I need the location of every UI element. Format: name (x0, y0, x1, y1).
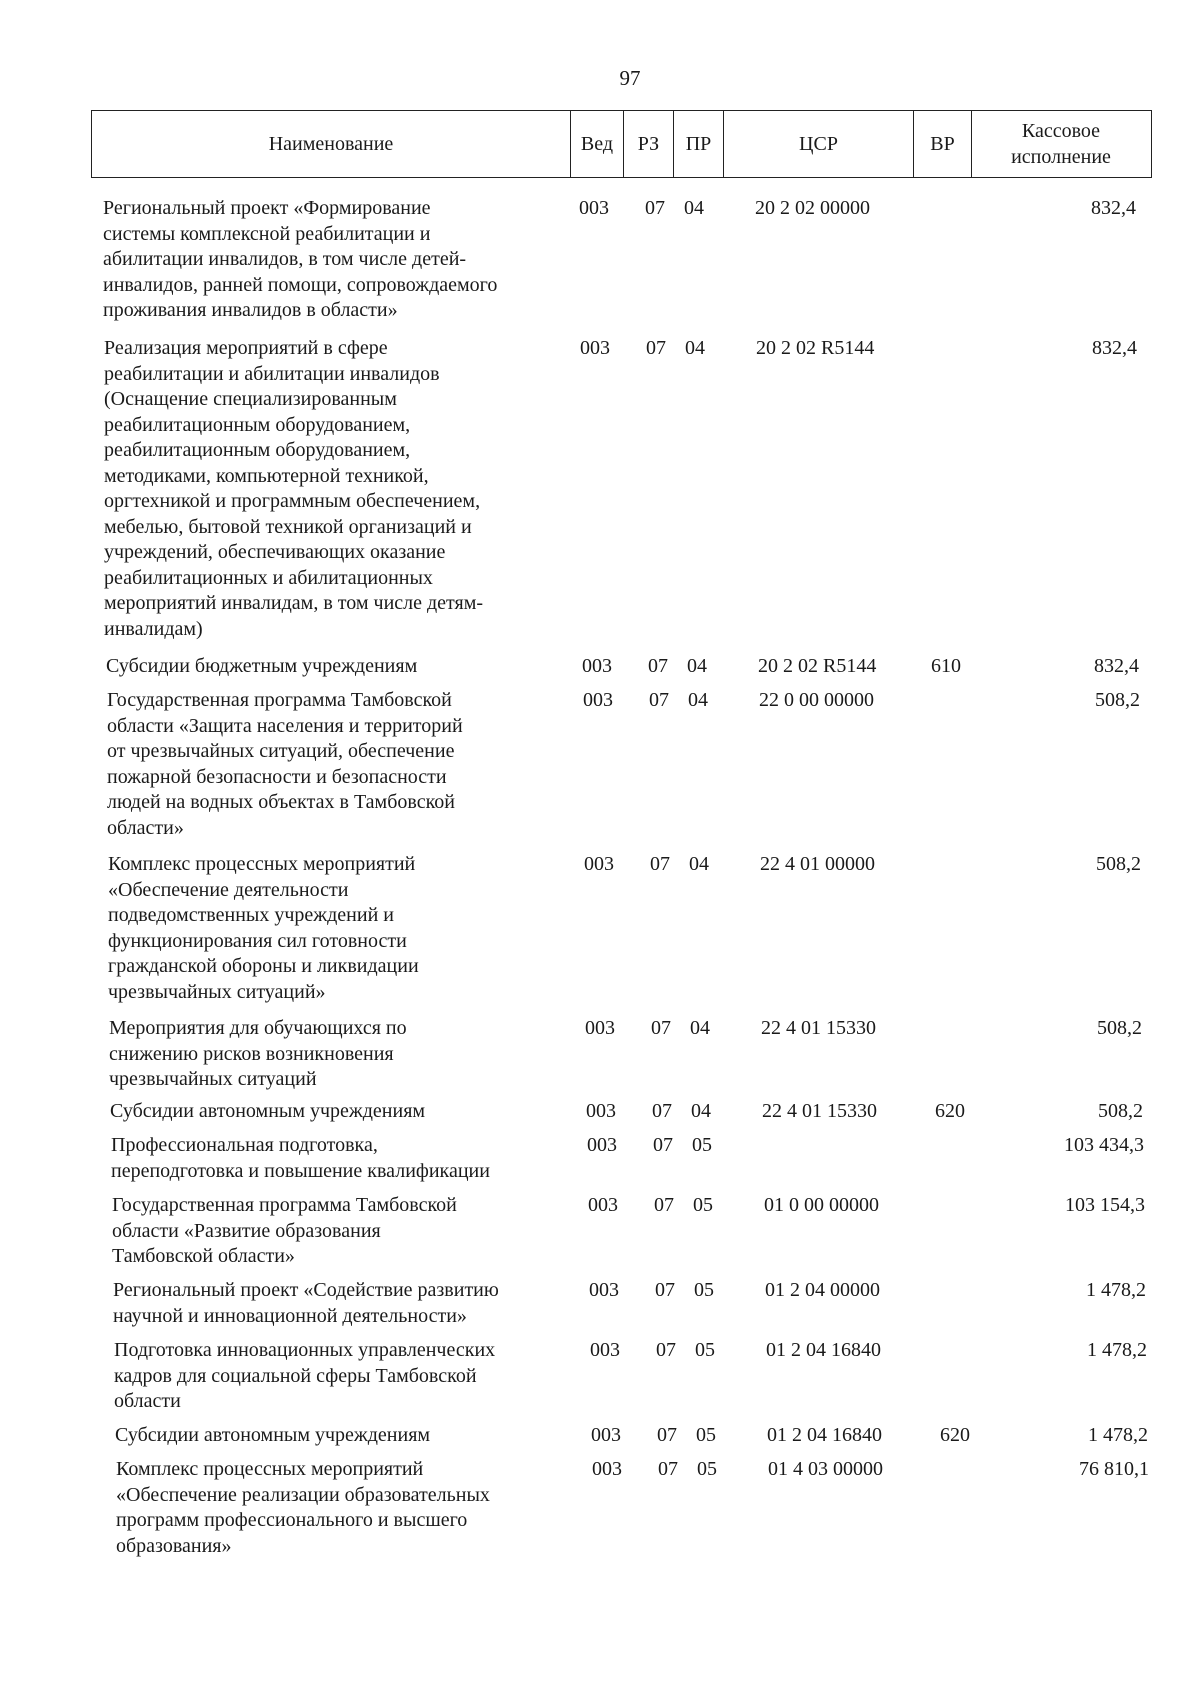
row-pr: 05 (697, 1458, 717, 1480)
row-name: Реализация мероприятий в сфере реабилитации и абилитации инвалидов (Оснащение специализированным реабилитационным оборудованием, реабилитационным оборудованием, методиками, компьютерной техникой, оргтехникой и программным обеспечением, мебелью, бытовой техникой организаций и учреждений, обеспечивающих оказание реабилитационных и абилитационных мероприятий инвалидам, в том числе детям- инвалидам) (104, 337, 484, 640)
row-sum: 1 478,2 (1087, 1339, 1147, 1361)
row-pr: 04 (685, 337, 705, 359)
row-name: Региональный проект «Содействие развитию научной и инновационной деятельности» (113, 1279, 499, 1327)
row-rz: 07 (657, 1424, 677, 1446)
row-csr: 22 4 01 00000 (760, 853, 875, 875)
row-name: Профессиональная подготовка, переподготовка и повышение квалификации (111, 1134, 490, 1182)
row-name: Государственная программа Тамбовской области «Защита населения и территорий от чрезвычайных ситуаций, обеспечение пожарной безопасности и безопасности людей на водных объектах в Тамбовской области» (107, 689, 463, 839)
header-ved: Вед (571, 111, 624, 177)
row-rz: 07 (645, 197, 665, 219)
row-ved: 003 (586, 1100, 616, 1122)
row-rz: 07 (652, 1100, 672, 1122)
row-pr: 04 (687, 655, 707, 677)
header-rz: РЗ (624, 111, 674, 177)
row-rz: 07 (651, 1017, 671, 1039)
header-pr: ПР (674, 111, 724, 177)
row-sum: 832,4 (1094, 655, 1139, 677)
row-csr: 01 2 04 16840 (767, 1424, 882, 1446)
row-pr: 04 (688, 689, 708, 711)
row-rz: 07 (653, 1134, 673, 1156)
row-sum: 508,2 (1096, 853, 1141, 875)
row-pr: 04 (689, 853, 709, 875)
row-name: Региональный проект «Формирование системы комплексной реабилитации и абилитации инвалидов, в том числе детей- инвалидов, ранней помощи, сопровождаемого проживания инвалидов в области» (103, 197, 498, 321)
row-ved: 003 (588, 1194, 618, 1216)
row-csr: 22 4 01 15330 (762, 1100, 877, 1122)
row-name: Субсидии бюджетным учреждениям (106, 655, 418, 677)
row-csr: 20 2 02 R5144 (758, 655, 877, 677)
row-rz: 07 (655, 1279, 675, 1301)
row-vr: 620 (935, 1100, 965, 1122)
row-sum: 1 478,2 (1086, 1279, 1146, 1301)
row-sum: 76 810,1 (1079, 1458, 1149, 1480)
row-ved: 003 (583, 689, 613, 711)
row-vr: 610 (931, 655, 961, 677)
row-ved: 003 (589, 1279, 619, 1301)
row-rz: 07 (649, 689, 669, 711)
row-csr: 01 4 03 00000 (768, 1458, 883, 1480)
row-csr: 01 2 04 00000 (765, 1279, 880, 1301)
row-csr: 01 0 00 00000 (764, 1194, 879, 1216)
row-rz: 07 (648, 655, 668, 677)
row-name: Мероприятия для обучающихся по снижению рисков возникновения чрезвычайных ситуаций (109, 1017, 407, 1090)
row-sum: 508,2 (1095, 689, 1140, 711)
row-pr: 04 (690, 1017, 710, 1039)
row-rz: 07 (646, 337, 666, 359)
row-sum: 832,4 (1091, 197, 1136, 219)
row-sum: 832,4 (1092, 337, 1137, 359)
row-ved: 003 (580, 337, 610, 359)
row-rz: 07 (654, 1194, 674, 1216)
row-ved: 003 (582, 655, 612, 677)
row-ved: 003 (591, 1424, 621, 1446)
row-csr: 22 4 01 15330 (761, 1017, 876, 1039)
row-name: Комплекс процессных мероприятий «Обеспечение деятельности подведомственных учреждений и функционирования сил готовности гражданской обороны и ликвидации чрезвычайных ситуаций» (108, 853, 419, 1003)
row-sum: 103 154,3 (1065, 1194, 1145, 1216)
row-sum: 508,2 (1097, 1017, 1142, 1039)
header-sum: Кассовое исполнение (1011, 120, 1111, 168)
row-ved: 003 (584, 853, 614, 875)
row-pr: 04 (691, 1100, 711, 1122)
row-ved: 003 (585, 1017, 615, 1039)
row-ved: 003 (592, 1458, 622, 1480)
header-name: Наименование (92, 111, 571, 177)
row-name: Субсидии автономным учреждениям (115, 1424, 431, 1446)
row-name: Субсидии автономным учреждениям (110, 1100, 426, 1122)
row-rz: 07 (658, 1458, 678, 1480)
row-sum: 508,2 (1098, 1100, 1143, 1122)
row-pr: 05 (692, 1134, 712, 1156)
page-number: 97 (619, 66, 641, 90)
row-name: Комплекс процессных мероприятий «Обеспечение реализации образовательных программ профессионального и высшего образования» (116, 1458, 490, 1557)
row-sum: 1 478,2 (1088, 1424, 1148, 1446)
row-csr: 20 2 02 00000 (755, 197, 870, 219)
row-pr: 05 (695, 1339, 715, 1361)
row-ved: 003 (590, 1339, 620, 1361)
row-name: Государственная программа Тамбовской области «Развитие образования Тамбовской области» (112, 1194, 457, 1267)
row-rz: 07 (656, 1339, 676, 1361)
header-csr: ЦСР (724, 111, 914, 177)
row-ved: 003 (587, 1134, 617, 1156)
row-rz: 07 (650, 853, 670, 875)
row-ved: 003 (579, 197, 609, 219)
row-pr: 05 (694, 1279, 714, 1301)
row-csr: 20 2 02 R5144 (756, 337, 875, 359)
row-csr: 22 0 00 00000 (759, 689, 874, 711)
row-pr: 05 (696, 1424, 716, 1446)
row-sum: 103 434,3 (1064, 1134, 1144, 1156)
row-pr: 04 (684, 197, 704, 219)
row-vr: 620 (940, 1424, 970, 1446)
row-csr: 01 2 04 16840 (766, 1339, 881, 1361)
row-name: Подготовка инновационных управленческих кадров для социальной сферы Тамбовской области (114, 1339, 496, 1412)
header-vr: ВР (914, 111, 972, 177)
row-pr: 05 (693, 1194, 713, 1216)
